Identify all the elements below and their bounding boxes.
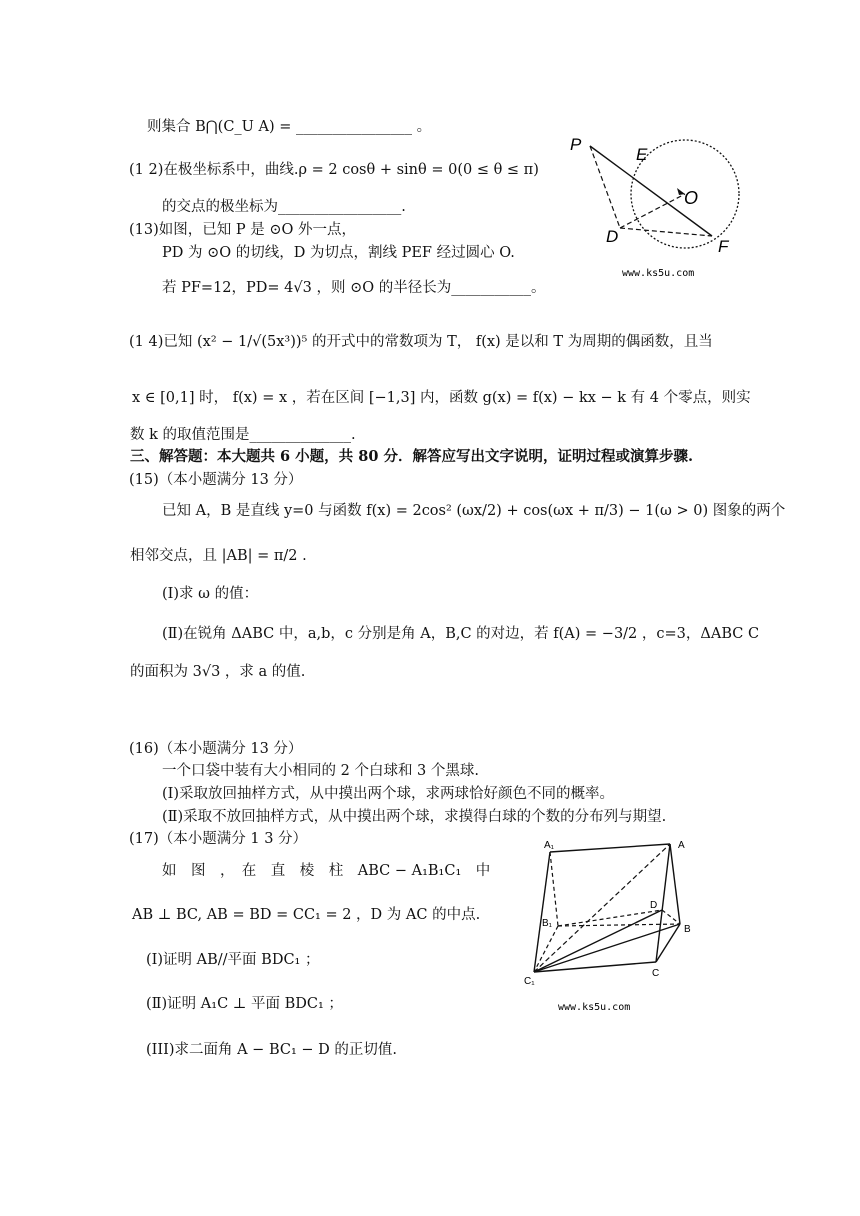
label-c: C [652,968,660,979]
q15-part2: (Ⅱ)在锐角 ΔABC 中，a,b，c 分别是角 A，B,C 的对边，若 f(A) = −3/2 ，c=3，ΔABC C [162,626,760,642]
q17-title: (17)（本小题满分 1 3 分） [129,831,308,847]
label-d: D [606,227,619,246]
q17-part3: (III)求二面角 A − BC₁ − D 的正切值. [146,1042,397,1058]
label-d: D [650,900,658,911]
q15-line2: 相邻交点，且 |AB| = π/2 . [130,548,307,564]
prism-figure [522,834,702,1014]
label-b1: B₁ [542,918,553,929]
q17-line2: AB ⊥ BC, AB = BD = CC₁ = 2 ，D 为 AC 的中点. [132,907,481,923]
q14-stem: (1 4)已知 (x² − 1/√(5x³))⁵ 的开式中的常数项为 T， f(x) 是以和 T 为周期的偶函数，且当 [129,334,713,350]
q14-line3: 数 k 的取值范围是______________. [130,427,356,443]
circle-tangent-figure [560,128,740,280]
watermark-caption-2: www.ks5u.com [558,1002,631,1013]
q17-part1: (I)证明 AB//平面 BDC₁ ； [146,952,320,968]
label-p: P [570,135,582,154]
q13-line2: PD 为 ⊙O 的切线，D 为切点，割线 PEF 经过圆心 O. [162,245,515,261]
q13-line3: 若 PF=12，PD= 4√3 ，则 ⊙O 的半径长为___________。 [162,280,546,296]
label-e: E [636,145,648,164]
q15-stem: 已知 A，B 是直线 y=0 与函数 f(x) = 2cos² (ωx/2) + cos(ωx + π/3) − 1(ω > 0) 图象的两个 [162,503,786,519]
q17-part2: (Ⅱ)证明 A₁C ⊥ 平面 BDC₁ ； [146,996,343,1012]
q15-title: (15)（本小题满分 13 分） [129,472,303,488]
q16-part1: (I)采取放回抽样方式，从中摸出两个球，求两球恰好颜色不同的概率。 [162,786,615,802]
q16-part2: (Ⅱ)采取不放回抽样方式，从中摸出两个球，求摸得白球的个数的分布列与期望. [162,809,667,825]
label-o: O [684,188,699,208]
q12-blank: 的交点的极坐标为_________________. [162,199,406,215]
q16-stem: 一个口袋中装有大小相同的 2 个白球和 3 个黑球. [162,763,479,779]
label-b: B [684,924,691,935]
label-a1: A₁ [544,840,555,851]
line-set-answer: 则集合 B⋂(C_U A) = ________________ 。 [147,119,432,135]
label-f: F [718,237,729,256]
label-a: A [678,840,685,851]
q15-part1: (I)求 ω 的值： [162,586,259,602]
q17-stem: 如 图 ， 在 直 棱 柱 ABC − A₁B₁C₁ 中 [162,863,491,879]
section-heading: 三、解答题：本大题共 6 小题，共 80 分．解答应写出文字说明，证明过程或演算步骤. [130,448,694,465]
q12-stem: (1 2)在极坐标系中，曲线.ρ = 2 cosθ + sinθ = 0(0 ≤ θ ≤ π) [129,162,539,178]
q15-part2-cont: 的面积为 3√3 ，求 a 的值. [130,664,306,680]
label-c1: C₁ [524,976,535,987]
q14-line2: x ∈ [0,1] 时， f(x) = x ，若在区间 [−1,3] 内，函数 g(x) = f(x) − kx − k 有 4 个零点，则实 [132,390,751,406]
watermark-caption: www.ks5u.com [622,268,695,279]
q16-title: (16)（本小题满分 13 分） [129,741,303,757]
q13-stem: (13)如图，已知 P 是 ⊙O 外一点， [129,222,356,238]
